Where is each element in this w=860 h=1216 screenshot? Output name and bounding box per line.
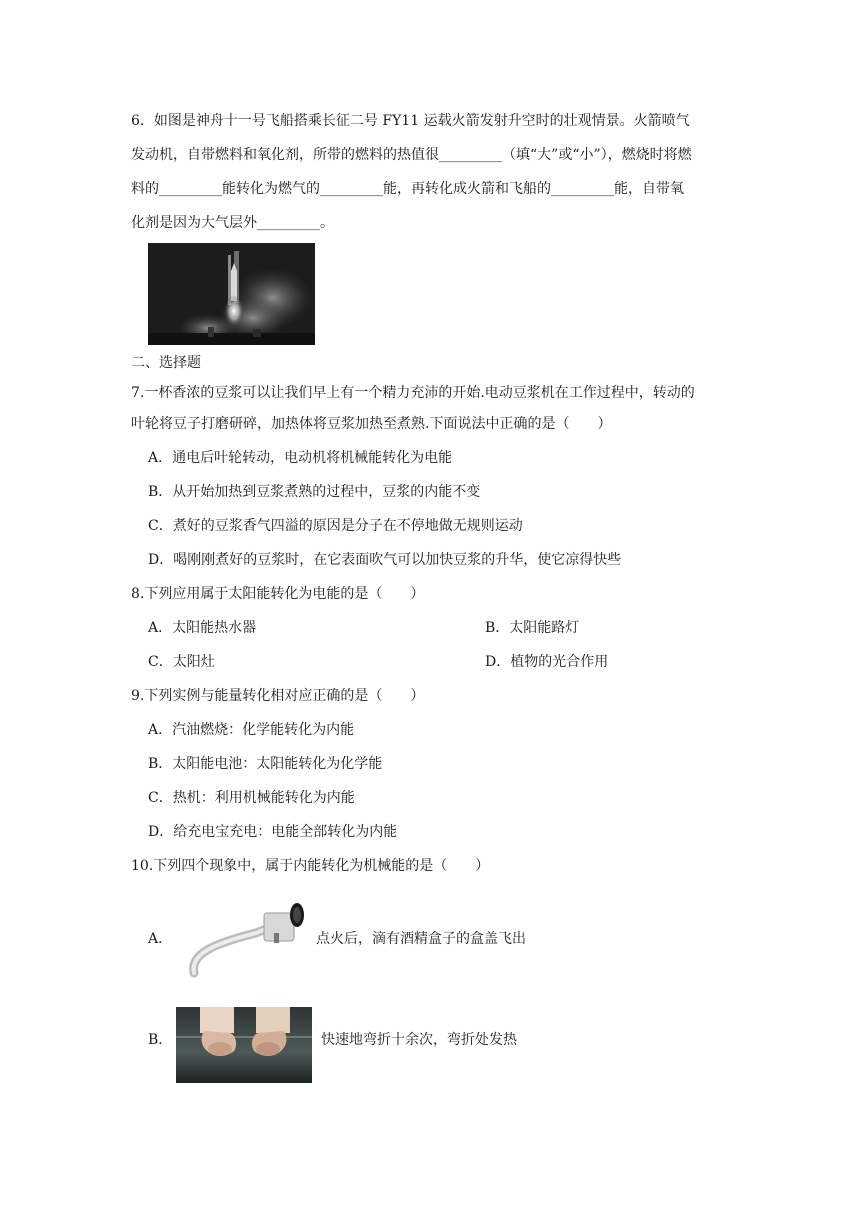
q8-option-d: D．植物的光合作用 [485,654,609,670]
q7-option-c: C．煮好的豆浆香气四溢的原因是分子在不停地做无规则运动 [148,518,523,534]
q10-option-a-text: 点火后，滴有酒精盒子的盒盖飞出 [316,931,526,947]
q10-stem: 10.下列四个现象中，属于内能转化为机械能的是（ ） [131,858,490,874]
q8-option-b: B．太阳能路灯 [485,620,580,636]
section-title: 二、选择题 [131,355,201,371]
q7-option-a: A．通电后叶轮转动，电动机将机械能转化为电能 [148,450,453,466]
q9-stem: 9.下列实例与能量转化相对应正确的是（ ） [131,688,425,704]
q8-option-c: C．太阳灶 [148,654,215,670]
q9-option-d: D．给充电宝充电：电能全部转化为内能 [148,824,398,840]
q7-stem-line-1: 7.一杯香浓的豆浆可以让我们早上有一个精力充沛的开始.电动豆浆机在工作过程中，转动的 [131,385,695,401]
q10-option-b-label: B． [148,1032,173,1048]
q9-option-a: A．汽油燃烧：化学能转化为内能 [148,722,355,738]
q8-stem: 8.下列应用属于太阳能转化为电能的是（ ） [131,586,425,602]
q8-option-a: A．太阳能热水器 [148,620,257,636]
alcohol-box-image [176,893,316,988]
q7-option-d: D．喝刚刚煮好的豆浆时，在它表面吹气可以加快豆浆的升华，使它凉得快些 [148,552,622,568]
q6-line-4: 化剂是因为大气层外_________。 [131,215,334,231]
q7-option-b: B．从开始加热到豆浆煮熟的过程中，豆浆的内能不变 [148,484,481,500]
q6-line-1: 6．如图是神舟十一号飞船搭乘长征二号 FY11 运载火箭发射升空时的壮观情景。火箭喷气 [131,113,690,129]
q6-line-3: 料的_________能转化为燃气的_________能，再转化成火箭和飞船的_________能，自带氧 [131,181,684,197]
q10-option-a-label: A． [148,931,173,947]
q10-option-b-text: 快速地弯折十余次，弯折处发热 [321,1032,517,1048]
rocket-launch-image [148,243,315,345]
q9-option-b: B．太阳能电池：太阳能转化为化学能 [148,756,383,772]
bending-wire-image [176,1007,312,1083]
q7-stem-line-2: 叶轮将豆子打磨研碎，加热体将豆浆加热至煮熟.下面说法中正确的是（ ） [131,416,612,432]
q9-option-c: C．热机：利用机械能转化为内能 [148,790,355,806]
q6-line-2: 发动机，自带燃料和氧化剂，所带的燃料的热值很_________（填“大”或“小”），燃烧时将燃 [131,147,692,163]
